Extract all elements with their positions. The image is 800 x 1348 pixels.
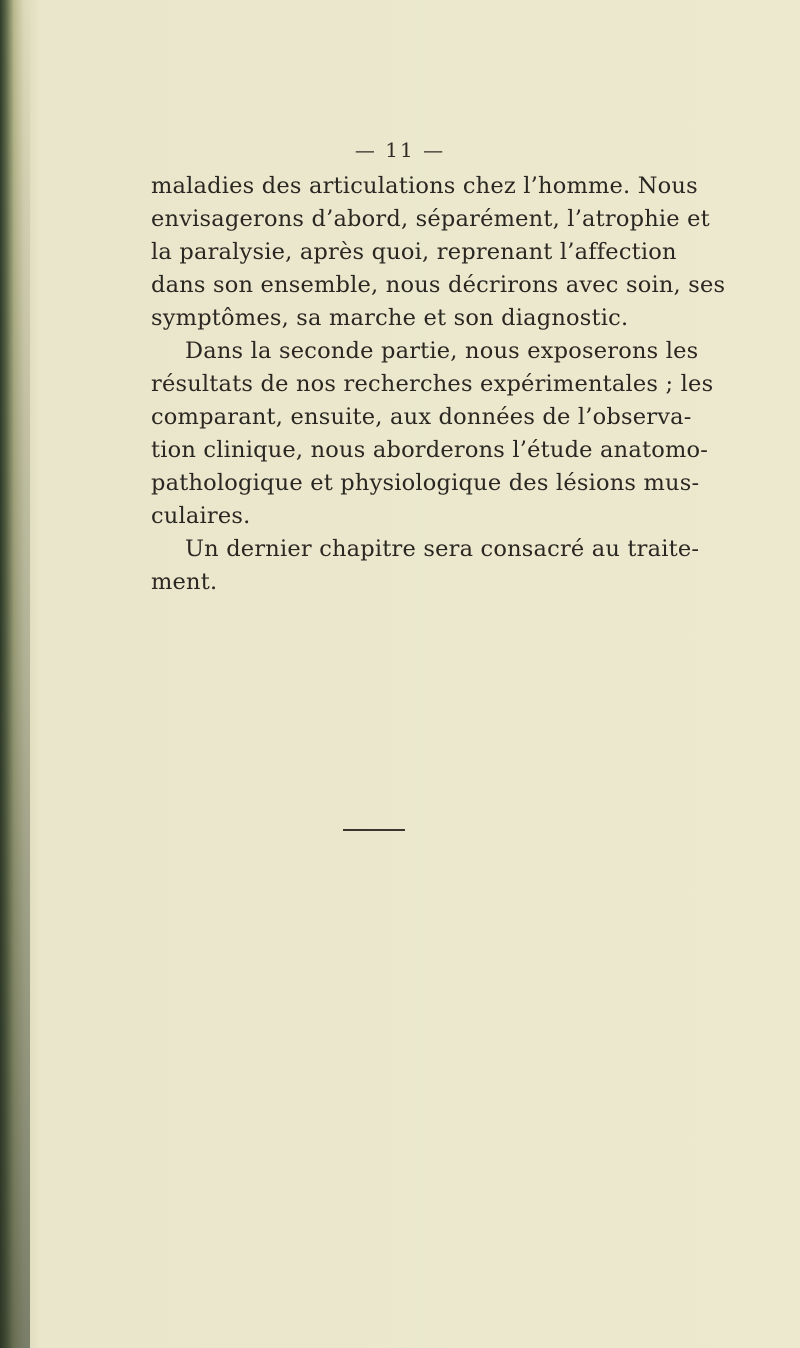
text-line: dans son ensemble, nous décrirons avec soin, ses [151, 272, 726, 298]
body-text [151, 170, 726, 599]
text-line: tion clinique, nous aborderons l’étude anatomo- [151, 437, 709, 463]
text-line: comparant, ensuite, aux données de l’observa- [151, 404, 692, 430]
text-line: résultats de nos recherches expérimentales ; les [151, 371, 714, 397]
section-divider-rule [343, 829, 405, 831]
text-line: symptômes, sa marche et son diagnostic. [151, 305, 629, 331]
text-line: Un dernier chapitre sera consacré au traite- [185, 536, 700, 562]
text-line: envisagerons d’abord, séparément, l’atrophie et [151, 206, 710, 232]
page-number: — 11 — [354, 138, 446, 162]
text-line: la paralysie, après quoi, reprenant l’affection [151, 239, 677, 265]
text-line: maladies des articulations chez l’homme. Nous [151, 173, 698, 199]
text-line: culaires. [151, 503, 251, 529]
text-line: Dans la seconde partie, nous exposerons les [185, 338, 699, 364]
text-line: ment. [151, 569, 218, 595]
text-line: pathologique et physiologique des lésions mus- [151, 470, 700, 496]
